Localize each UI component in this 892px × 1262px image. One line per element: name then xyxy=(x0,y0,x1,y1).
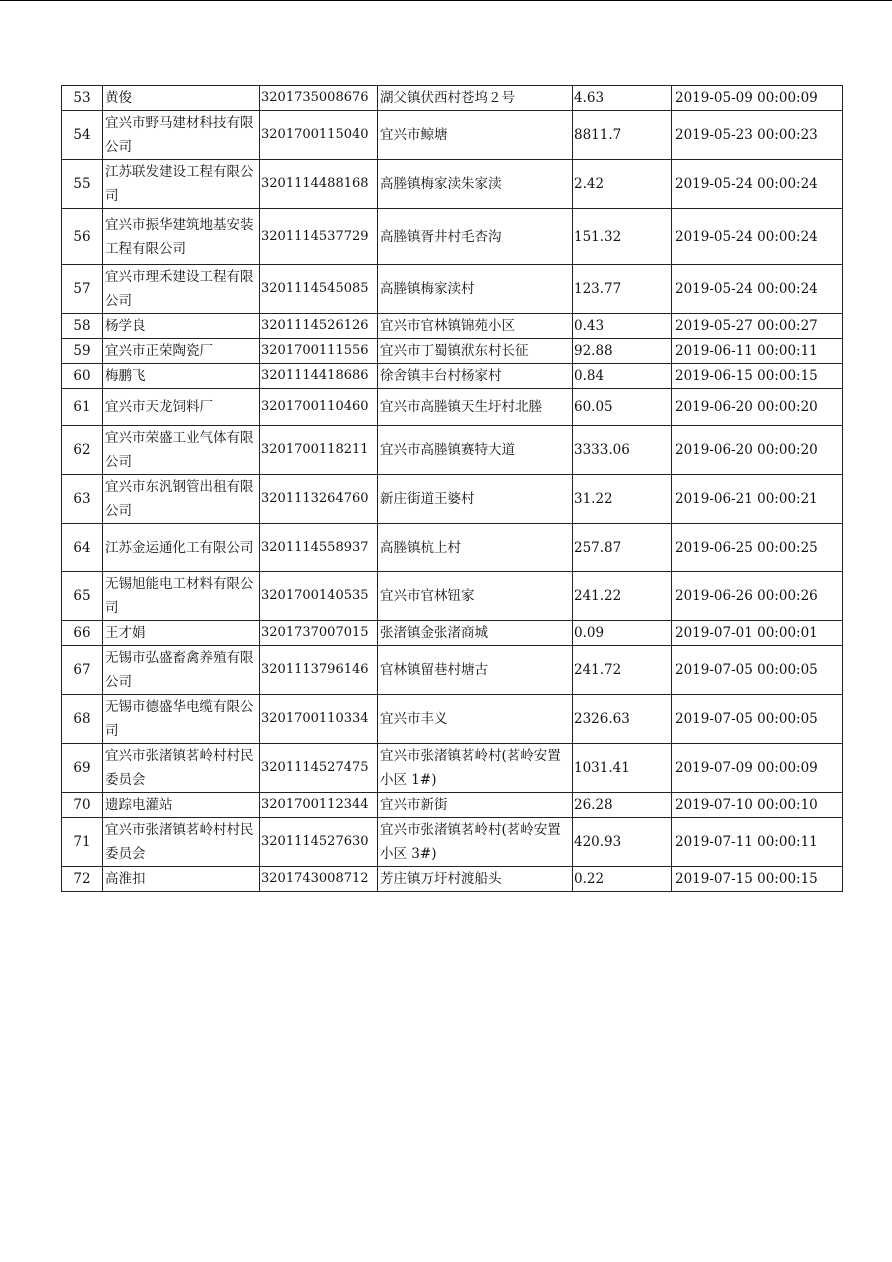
table-row xyxy=(62,314,843,339)
cell-amount: 60.05 xyxy=(573,389,672,426)
table-row xyxy=(62,209,843,265)
cell-entity-name: 王才娟 xyxy=(103,621,260,646)
cell-amount: 0.43 xyxy=(573,314,672,339)
cell-entity-name: 无锡旭能电工材料有限公司 xyxy=(103,572,260,621)
cell-entity-name: 宜兴市正荣陶瓷厂 xyxy=(103,339,260,364)
cell-amount: 3333.06 xyxy=(573,426,672,475)
cell-row-number: 55 xyxy=(62,160,103,209)
cell-entity-name: 宜兴市张渚镇茗岭村村民委员会 xyxy=(103,744,260,793)
cell-address: 宜兴市官林钮家 xyxy=(378,572,573,621)
cell-address: 宜兴市新街 xyxy=(378,793,573,818)
cell-account-code: 3201700112344 xyxy=(260,793,378,818)
cell-datetime: 2019-06-21 00:00:21 xyxy=(672,475,843,524)
cell-datetime: 2019-06-11 00:00:11 xyxy=(672,339,843,364)
cell-account-code: 3201700110460 xyxy=(260,389,378,426)
cell-entity-name: 宜兴市张渚镇茗岭村村民委员会 xyxy=(103,818,260,867)
cell-account-code: 3201700118211 xyxy=(260,426,378,475)
cell-address: 张渚镇金张渚商城 xyxy=(378,621,573,646)
cell-address: 高塍镇梅家渎朱家渎 xyxy=(378,160,573,209)
cell-account-code: 3201113264760 xyxy=(260,475,378,524)
cell-row-number: 58 xyxy=(62,314,103,339)
cell-row-number: 63 xyxy=(62,475,103,524)
cell-address: 宜兴市高塍镇赛特大道 xyxy=(378,426,573,475)
cell-amount: 2326.63 xyxy=(573,695,672,744)
cell-account-code: 3201114558937 xyxy=(260,524,378,572)
cell-address: 徐舍镇丰台村杨家村 xyxy=(378,364,573,389)
cell-account-code: 3201737007015 xyxy=(260,621,378,646)
cell-datetime: 2019-07-15 00:00:15 xyxy=(672,867,843,892)
cell-address: 官林镇留巷村塘古 xyxy=(378,646,573,695)
table-row xyxy=(62,426,843,475)
cell-amount: 123.77 xyxy=(573,265,672,314)
cell-address: 高塍镇杭上村 xyxy=(378,524,573,572)
table-row xyxy=(62,695,843,744)
cell-address: 宜兴市官林镇锦苑小区 xyxy=(378,314,573,339)
table-row xyxy=(62,475,843,524)
cell-address: 高塍镇梅家渎村 xyxy=(378,265,573,314)
cell-address: 新庄街道王婆村 xyxy=(378,475,573,524)
cell-entity-name: 宜兴市荣盛工业气体有限公司 xyxy=(103,426,260,475)
cell-datetime: 2019-06-25 00:00:25 xyxy=(672,524,843,572)
cell-address: 湖父镇伏西村苍坞２号 xyxy=(378,86,573,111)
cell-datetime: 2019-05-09 00:00:09 xyxy=(672,86,843,111)
table-row xyxy=(62,646,843,695)
cell-row-number: 69 xyxy=(62,744,103,793)
document-table-container xyxy=(61,85,842,892)
cell-entity-name: 宜兴市振华建筑地基安装工程有限公司 xyxy=(103,209,260,265)
cell-address: 宜兴市张渚镇茗岭村(茗岭安置小区 1#) xyxy=(378,744,573,793)
table-row xyxy=(62,265,843,314)
table-row xyxy=(62,572,843,621)
cell-entity-name: 江苏联发建设工程有限公司 xyxy=(103,160,260,209)
cell-row-number: 54 xyxy=(62,111,103,160)
cell-account-code: 3201114488168 xyxy=(260,160,378,209)
cell-amount: 31.22 xyxy=(573,475,672,524)
cell-entity-name: 江苏金运通化工有限公司 xyxy=(103,524,260,572)
cell-entity-name: 无锡市弘盛畜禽养殖有限公司 xyxy=(103,646,260,695)
cell-entity-name: 宜兴市野马建材科技有限公司 xyxy=(103,111,260,160)
records-table xyxy=(61,85,843,892)
cell-datetime: 2019-07-01 00:00:01 xyxy=(672,621,843,646)
cell-datetime: 2019-06-20 00:00:20 xyxy=(672,426,843,475)
cell-row-number: 61 xyxy=(62,389,103,426)
cell-datetime: 2019-05-24 00:00:24 xyxy=(672,209,843,265)
table-row xyxy=(62,364,843,389)
cell-datetime: 2019-07-05 00:00:05 xyxy=(672,646,843,695)
cell-row-number: 71 xyxy=(62,818,103,867)
cell-row-number: 64 xyxy=(62,524,103,572)
cell-entity-name: 无锡市德盛华电缆有限公司 xyxy=(103,695,260,744)
cell-amount: 4.63 xyxy=(573,86,672,111)
cell-row-number: 68 xyxy=(62,695,103,744)
cell-account-code: 3201114526126 xyxy=(260,314,378,339)
cell-address: 宜兴市鲸塘 xyxy=(378,111,573,160)
cell-amount: 0.09 xyxy=(573,621,672,646)
cell-amount: 2.42 xyxy=(573,160,672,209)
cell-account-code: 3201735008676 xyxy=(260,86,378,111)
cell-row-number: 66 xyxy=(62,621,103,646)
records-table-body xyxy=(62,86,843,892)
cell-entity-name: 杨学良 xyxy=(103,314,260,339)
cell-row-number: 57 xyxy=(62,265,103,314)
cell-account-code: 3201700115040 xyxy=(260,111,378,160)
cell-datetime: 2019-06-15 00:00:15 xyxy=(672,364,843,389)
cell-row-number: 65 xyxy=(62,572,103,621)
cell-datetime: 2019-07-09 00:00:09 xyxy=(672,744,843,793)
table-row xyxy=(62,339,843,364)
cell-address: 宜兴市丰义 xyxy=(378,695,573,744)
cell-account-code: 3201743008712 xyxy=(260,867,378,892)
cell-entity-name: 宜兴市天龙饲料厂 xyxy=(103,389,260,426)
cell-datetime: 2019-06-20 00:00:20 xyxy=(672,389,843,426)
cell-amount: 151.32 xyxy=(573,209,672,265)
cell-address: 高塍镇胥井村毛杏沟 xyxy=(378,209,573,265)
page-top-border xyxy=(0,0,892,1)
table-row xyxy=(62,86,843,111)
cell-amount: 0.84 xyxy=(573,364,672,389)
cell-entity-name: 黄俊 xyxy=(103,86,260,111)
cell-account-code: 3201700110334 xyxy=(260,695,378,744)
cell-row-number: 62 xyxy=(62,426,103,475)
cell-amount: 8811.7 xyxy=(573,111,672,160)
cell-datetime: 2019-07-11 00:00:11 xyxy=(672,818,843,867)
cell-account-code: 3201114527475 xyxy=(260,744,378,793)
cell-address: 宜兴市高塍镇天生圩村北塍 xyxy=(378,389,573,426)
cell-account-code: 3201114418686 xyxy=(260,364,378,389)
cell-row-number: 59 xyxy=(62,339,103,364)
table-row xyxy=(62,818,843,867)
cell-datetime: 2019-05-24 00:00:24 xyxy=(672,160,843,209)
cell-account-code: 3201114537729 xyxy=(260,209,378,265)
table-row xyxy=(62,744,843,793)
cell-amount: 92.88 xyxy=(573,339,672,364)
cell-entity-name: 高淮扣 xyxy=(103,867,260,892)
cell-account-code: 3201700111556 xyxy=(260,339,378,364)
cell-account-code: 3201113796146 xyxy=(260,646,378,695)
cell-amount: 241.72 xyxy=(573,646,672,695)
cell-entity-name: 遗踪电灌站 xyxy=(103,793,260,818)
cell-amount: 26.28 xyxy=(573,793,672,818)
cell-amount: 1031.41 xyxy=(573,744,672,793)
cell-amount: 0.22 xyxy=(573,867,672,892)
cell-row-number: 67 xyxy=(62,646,103,695)
cell-address: 芳庄镇万圩村渡船头 xyxy=(378,867,573,892)
cell-account-code: 3201114545085 xyxy=(260,265,378,314)
cell-row-number: 53 xyxy=(62,86,103,111)
cell-datetime: 2019-05-27 00:00:27 xyxy=(672,314,843,339)
cell-row-number: 56 xyxy=(62,209,103,265)
table-row xyxy=(62,867,843,892)
table-row xyxy=(62,160,843,209)
cell-datetime: 2019-06-26 00:00:26 xyxy=(672,572,843,621)
cell-entity-name: 梅鹏飞 xyxy=(103,364,260,389)
table-row xyxy=(62,524,843,572)
cell-datetime: 2019-05-23 00:00:23 xyxy=(672,111,843,160)
table-row xyxy=(62,389,843,426)
cell-address: 宜兴市张渚镇茗岭村(茗岭安置小区 3#) xyxy=(378,818,573,867)
cell-amount: 257.87 xyxy=(573,524,672,572)
cell-datetime: 2019-05-24 00:00:24 xyxy=(672,265,843,314)
cell-datetime: 2019-07-05 00:00:05 xyxy=(672,695,843,744)
cell-row-number: 72 xyxy=(62,867,103,892)
cell-row-number: 60 xyxy=(62,364,103,389)
cell-account-code: 3201114527630 xyxy=(260,818,378,867)
cell-entity-name: 宜兴市东汎钢管出租有限公司 xyxy=(103,475,260,524)
table-row xyxy=(62,621,843,646)
cell-account-code: 3201700140535 xyxy=(260,572,378,621)
cell-amount: 241.22 xyxy=(573,572,672,621)
cell-datetime: 2019-07-10 00:00:10 xyxy=(672,793,843,818)
table-row xyxy=(62,111,843,160)
cell-amount: 420.93 xyxy=(573,818,672,867)
table-row xyxy=(62,793,843,818)
cell-address: 宜兴市丁蜀镇洑东村长征 xyxy=(378,339,573,364)
cell-entity-name: 宜兴市理禾建设工程有限公司 xyxy=(103,265,260,314)
cell-row-number: 70 xyxy=(62,793,103,818)
